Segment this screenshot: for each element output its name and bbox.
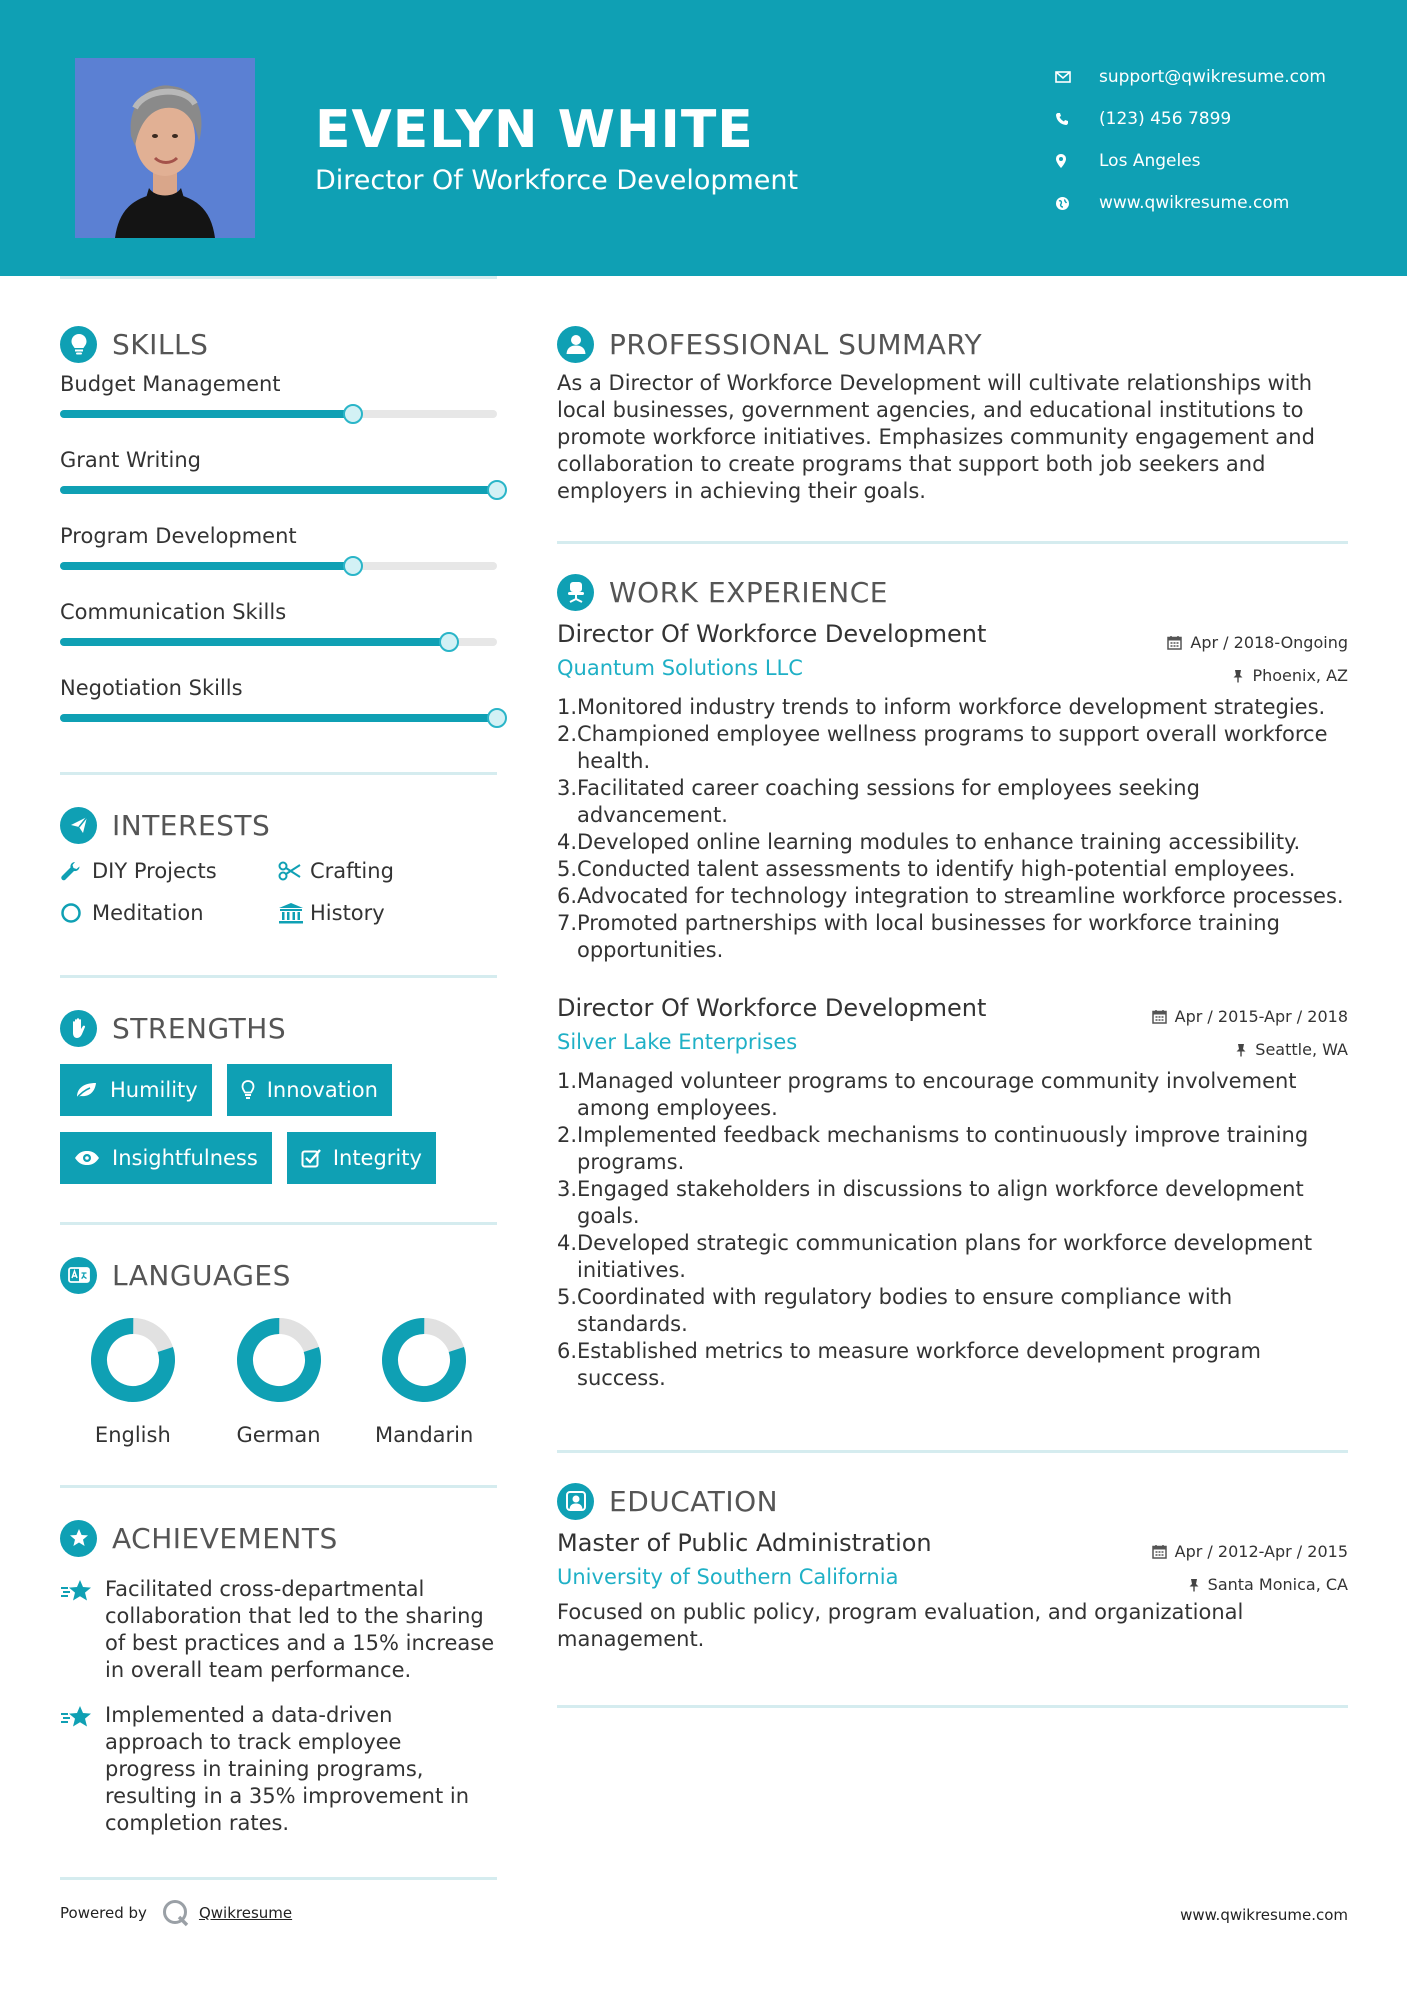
language-label: Mandarin [375,1423,474,1447]
education-dates: Apr / 2012-Apr / 2015 [1174,1542,1348,1561]
footer-powered-by: Powered by Qwikresume [60,1898,292,1928]
star-icon [60,1576,105,1684]
job-bullet: 6. Established metrics to measure workforce development program success. [557,1339,1261,1390]
interest-item: History [278,901,496,925]
section-title: SKILLS [112,327,209,361]
job-bullets [557,694,1348,964]
divider [60,975,497,978]
language-donut-arc [236,1317,322,1403]
footer-url[interactable]: www.qwikresume.com [1180,1906,1348,1924]
skill-handle [487,480,507,500]
divider [60,276,497,279]
languages-list [60,1317,497,1447]
section-title: LANGUAGES [112,1258,291,1292]
contact-phone[interactable]: (123) 456 7899 [1055,98,1326,140]
user-icon [557,326,594,363]
skill-item [60,674,497,750]
skill-fill [60,714,497,722]
job-bullet: 5. Conducted talent assessments to identify high-potential employees. [557,857,1296,881]
skill-item [60,370,497,446]
job-bullet: 4. Developed strategic communication plans for workforce development initiatives. [557,1231,1313,1282]
lightbulb-icon [241,1080,255,1100]
job-bullet: 3. Engaged stakeholders in discussions to align workforce development goals. [557,1177,1304,1228]
office-chair-icon [557,574,594,611]
pin-icon [1232,669,1244,683]
job-title: Director Of Workforce Development [557,620,987,648]
divider [557,1705,1348,1708]
job-bullets [557,1068,1348,1392]
section-title: EDUCATION [609,1484,779,1518]
pin-icon [1188,1578,1200,1592]
achievement-item: Implemented a data-driven approach to track employee progress in training programs, resulting in a 35% improvement in completion rates. [60,1702,497,1837]
skill-item [60,598,497,674]
skill-handle [487,708,507,728]
job-company: Quantum Solutions LLC [557,656,803,680]
summary-text: As a Director of Workforce Development will cultivate relationships with local businesses, government agencies, and educational institutions to promote workforce initiatives. Emphasizes community engagement and collaboration to create programs that support both job seekers and employers in achieving their goals. [557,371,1315,503]
skill-fill [60,486,497,494]
scissors-icon [278,861,310,881]
strength-badge: Innovation [227,1064,392,1116]
candidate-name: EVELYN WHITE [315,100,754,160]
skill-bar [60,714,497,722]
qwikresume-link[interactable]: Qwikresume [198,1904,293,1922]
divider [60,772,497,775]
language-donut-arc [381,1317,467,1403]
skill-fill [60,562,353,570]
education-description: Focused on public policy, program evaluation, and organizational management. [557,1600,1244,1651]
phone-icon [1055,112,1087,126]
job-bullet: 2. Implemented feedback mechanisms to continuously improve training programs. [557,1123,1309,1174]
strengths-heading [60,1008,497,1048]
job-title: Director Of Workforce Development [557,994,987,1022]
lightbulb-icon [60,326,97,363]
job-dates: Apr / 2018-Ongoing [1190,633,1348,652]
job-company: Silver Lake Enterprises [557,1030,798,1054]
star-badge-icon [60,1520,97,1557]
job-entry [557,620,1348,964]
skill-fill [60,410,353,418]
wrench-icon [60,860,92,882]
skill-label: Program Development [60,524,297,548]
job-dates: Apr / 2015-Apr / 2018 [1174,1007,1348,1026]
interest-item: Crafting [278,859,496,883]
interest-item: DIY Projects [60,859,278,883]
skill-bar [60,638,497,646]
job-entry [557,994,1348,1392]
divider [60,1877,497,1880]
experience-heading [557,572,1348,612]
skill-label: Negotiation Skills [60,676,243,700]
contact-email[interactable]: support@qwikresume.com [1055,56,1326,98]
education-entry [557,1529,1348,1653]
school-name: University of Southern California [557,1565,899,1589]
education-heading [557,1481,1348,1521]
skill-handle [343,556,363,576]
divider [557,1450,1348,1453]
language-item [60,1317,206,1447]
job-bullet: 1. Managed volunteer programs to encourage community involvement among employees. [557,1069,1297,1120]
divider [60,1485,497,1488]
section-title: STRENGTHS [112,1011,287,1045]
pin-icon [1235,1043,1247,1057]
language-donut [381,1317,467,1403]
qwikresume-logo-icon [161,1898,191,1928]
email-icon [1055,71,1087,83]
contact-location: Los Angeles [1055,140,1326,182]
languages-heading [60,1255,497,1295]
strength-badge: Humility [60,1064,212,1116]
job-bullet: 7. Promoted partnerships with local businesses for workforce training opportunities. [557,911,1280,962]
left-column [60,276,497,1880]
section-title: INTERESTS [112,808,271,842]
location-icon [1055,153,1087,169]
job-bullet: 1. Monitored industry trends to inform workforce development strategies. [557,695,1326,719]
summary-heading [557,324,1348,364]
education-location: Santa Monica, CA [1207,1575,1348,1594]
job-bullet: 5. Coordinated with regulatory bodies to ensure compliance with standards. [557,1285,1233,1336]
achievement-item: Facilitated cross-departmental collaboration that led to the sharing of best practices and a 15% increase in overall team performance. [60,1576,497,1684]
skill-bar [60,562,497,570]
job-meta [1167,626,1348,692]
skill-label: Budget Management [60,372,281,396]
paper-plane-icon [60,807,97,844]
calendar-icon [1167,635,1182,650]
circle-icon [60,902,92,924]
job-meta [1152,1000,1348,1066]
candidate-title: Director Of Workforce Development [315,165,799,196]
divider [557,541,1348,544]
language-item [351,1317,497,1447]
graduate-icon [557,1483,594,1520]
interests-heading [60,805,497,845]
language-label: English [94,1423,171,1447]
language-icon [60,1257,97,1294]
globe-icon [1055,196,1087,211]
strength-badge: Integrity [287,1132,436,1184]
skills-list [60,370,497,750]
job-bullet: 6. Advocated for technology integration to streamline workforce processes. [557,884,1344,908]
contact-website[interactable]: www.qwikresume.com [1055,182,1326,224]
achievements-list [60,1576,497,1837]
interests-list [60,859,497,925]
skill-handle [343,404,363,424]
hand-icon [60,1010,97,1047]
language-donut [236,1317,322,1403]
skill-label: Communication Skills [60,600,287,624]
profile-photo [75,58,255,238]
language-label: German [236,1423,321,1447]
skill-fill [60,638,449,646]
star-icon [60,1702,105,1837]
skill-handle [439,632,459,652]
job-bullet: 3. Facilitated career coaching sessions for employees seeking advancement. [557,776,1200,827]
calendar-icon [1152,1009,1167,1024]
strengths-list [60,1064,497,1184]
skill-item [60,522,497,598]
education-meta [1152,1535,1348,1601]
degree-title: Master of Public Administration [557,1529,932,1557]
leaf-icon [74,1080,98,1100]
right-column [557,276,1348,1708]
interest-item: Meditation [60,901,278,925]
skill-bar [60,486,497,494]
job-bullet: 4. Developed online learning modules to enhance training accessibility. [557,830,1301,854]
skills-heading [60,324,497,364]
job-bullet: 2. Championed employee wellness programs to support overall workforce health. [557,722,1328,773]
checkbox-icon [301,1148,321,1168]
job-location: Phoenix, AZ [1252,666,1348,685]
job-location: Seattle, WA [1255,1040,1348,1059]
section-title: ACHIEVEMENTS [112,1521,338,1555]
skill-item [60,446,497,522]
section-title: PROFESSIONAL SUMMARY [609,327,983,361]
museum-icon [278,902,310,924]
language-item [206,1317,352,1447]
calendar-icon [1152,1544,1167,1559]
eye-icon [74,1150,100,1166]
resume-header [0,0,1407,276]
achievements-heading [60,1518,497,1558]
strength-badge: Insightfulness [60,1132,272,1184]
section-title: WORK EXPERIENCE [609,575,888,609]
contact-info [1055,56,1326,224]
skill-bar [60,410,497,418]
skill-label: Grant Writing [60,448,201,472]
divider [60,1222,497,1225]
language-donut [90,1317,176,1403]
language-donut-arc [90,1317,176,1403]
